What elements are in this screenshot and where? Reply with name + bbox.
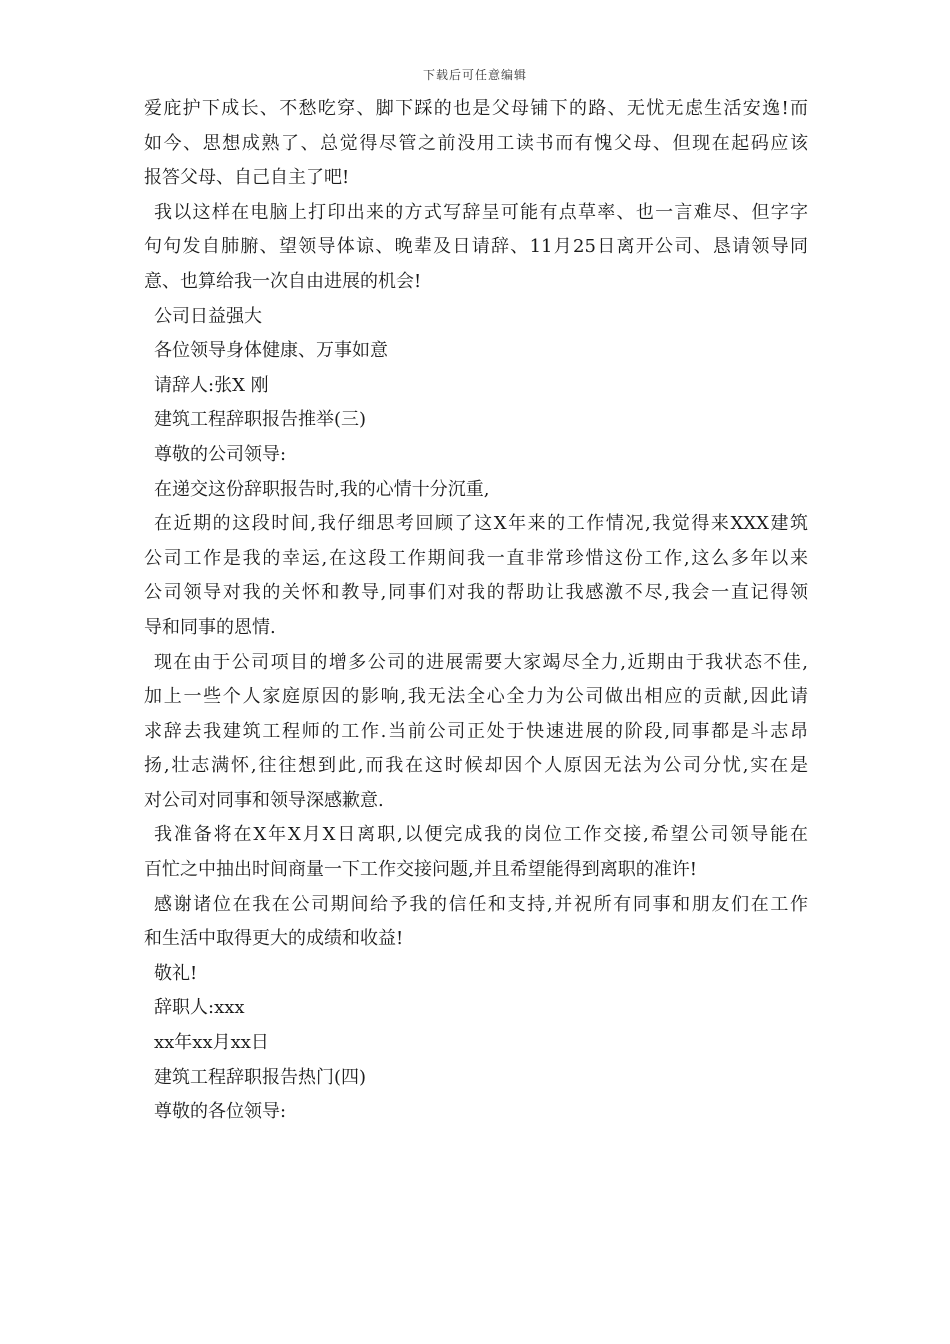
page-header: 下载后可任意编辑 <box>422 68 527 82</box>
text-line: 和生活中取得更大的成绩和收益! <box>144 928 404 950</box>
text-line: 请辞人:张X 刚 <box>154 374 269 396</box>
text-line: 扬,壮志满怀,往往想到此,而我在这时候却因个人原因无法为公司分忧,实在是 <box>144 755 808 777</box>
text-line: 爱庇护下成长、不愁吃穿、脚下踩的也是父母铺下的路、无忧无虑生活安逸!而 <box>144 98 808 119</box>
text-line: 建筑工程辞职报告热门(四) <box>154 1066 367 1088</box>
text-line: 敬礼! <box>154 962 198 984</box>
text-line: 在近期的这段时间,我仔细思考回顾了这X年来的工作情况,我觉得来XXX建筑 <box>154 513 808 535</box>
text-line: 如今、思想成熟了、总觉得尽管之前没用工读书而有愧父母、但现在起码应该 <box>144 132 808 154</box>
text-line: 对公司对同事和领导深感歉意. <box>144 789 384 811</box>
text-line: 句句发自肺腑、望领导体谅、晚辈及日请辞、11月25日离开公司、恳请领导同 <box>144 236 808 258</box>
text-line: 尊敬的公司领导: <box>154 443 287 465</box>
text-line: 我准备将在X年X月X日离职,以便完成我的岗位工作交接,希望公司领导能在 <box>154 824 808 846</box>
text-line: 辞职人:xxx <box>154 997 245 1019</box>
text-line: xx年xx月xx日 <box>154 1032 269 1054</box>
document-body <box>144 92 808 1130</box>
text-line: 百忙之中抽出时间商量一下工作交接问题,并且希望能得到离职的准许! <box>144 859 697 881</box>
text-line: 公司日益强大 <box>154 305 262 327</box>
text-line: 导和同事的恩情. <box>144 616 276 638</box>
text-line: 意、也算给我一次自由进展的机会! <box>144 270 422 292</box>
text-line: 各位领导身体健康、万事如意 <box>154 340 388 362</box>
text-line: 在递交这份辞职报告时,我的心情十分沉重, <box>154 478 490 500</box>
text-line: 公司工作是我的幸运,在这段工作期间我一直非常珍惜这份工作,这么多年以来 <box>144 547 808 569</box>
text-line: 加上一些个人家庭原因的影响,我无法全心全力为公司做出相应的贡献,因此请 <box>144 686 808 708</box>
text-line: 感谢诸位在我在公司期间给予我的信任和支持,并祝所有同事和朋友们在工作 <box>154 893 808 915</box>
text-line: 建筑工程辞职报告推举(三) <box>154 409 367 431</box>
text-line: 尊敬的各位领导: <box>154 1101 287 1123</box>
text-line: 求辞去我建筑工程师的工作.当前公司正处于快速进展的阶段,同事都是斗志昂 <box>144 720 808 742</box>
text-line: 公司领导对我的关怀和教导,同事们对我的帮助让我感激不尽,我会一直记得领 <box>144 582 808 604</box>
text-line: 我以这样在电脑上打印出来的方式写辞呈可能有点草率、也一言难尽、但字字 <box>154 201 808 223</box>
text-line: 现在由于公司项目的增多公司的进展需要大家竭尽全力,近期由于我状态不佳, <box>154 651 808 673</box>
text-line: 报答父母、自己自主了吧! <box>144 167 350 189</box>
